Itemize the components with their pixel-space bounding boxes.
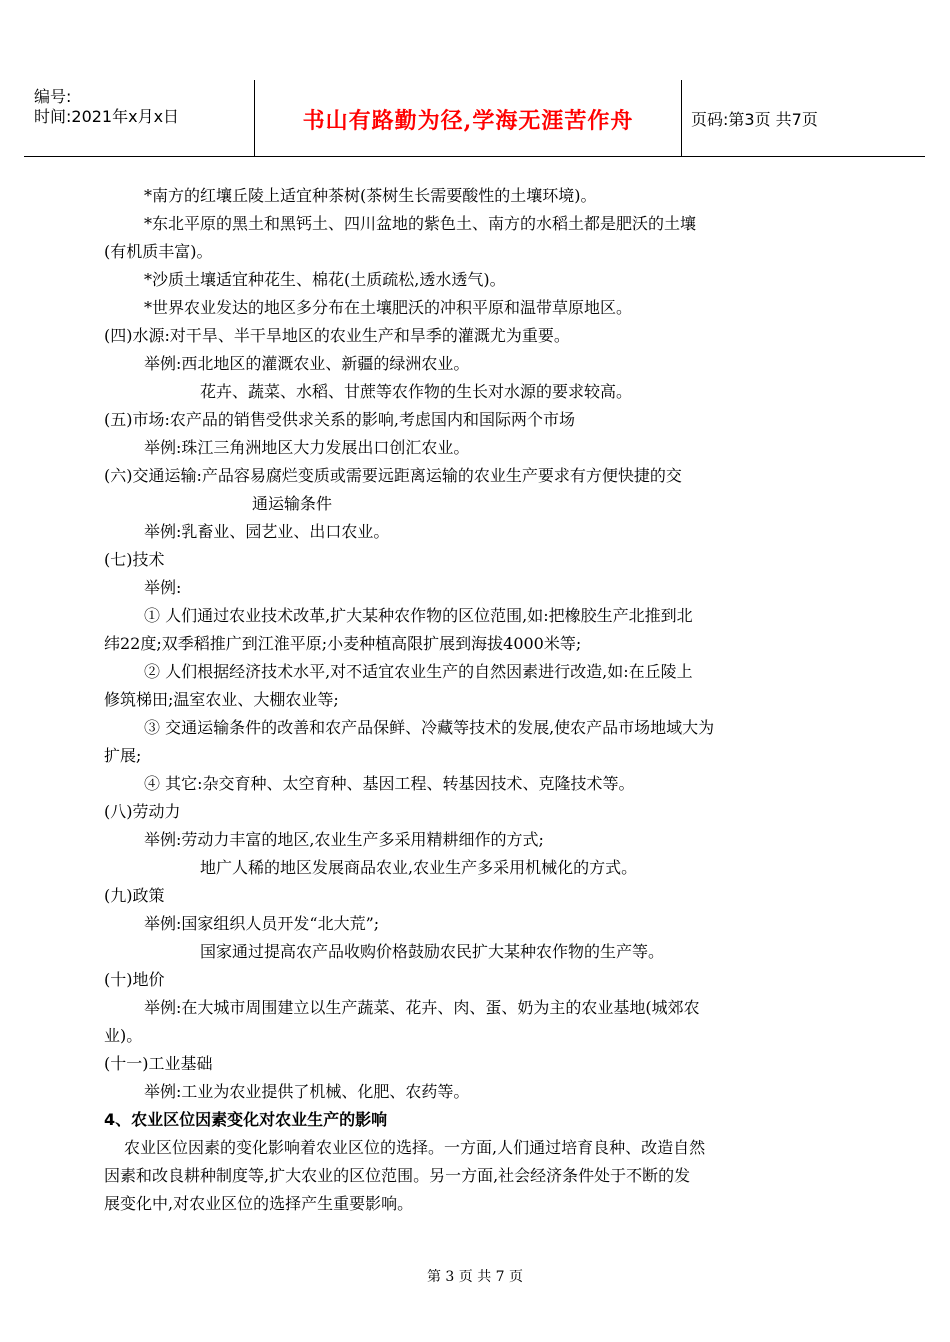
text-line: *沙质土壤适宜种花生、棉花(土质疏松,透水透气)。: [144, 270, 506, 289]
text-line: ① 人们通过农业技术改革,扩大某种农作物的区位范围,如:把橡胶生产北推到北: [144, 606, 693, 625]
text-line: 农业区位因素的变化影响着农业区位的选择。一方面,人们通过培育良种、改造自然: [124, 1138, 706, 1157]
section-heading: (十一)工业基础: [104, 1054, 213, 1073]
section-heading: (四)水源:对干旱、半干旱地区的农业生产和旱季的灌溉尤为重要。: [104, 326, 570, 345]
section-heading: (六)交通运输:产品容易腐烂变质或需要远距离运输的农业生产要求有方便快捷的交: [104, 466, 682, 485]
page-footer: 第 3 页 共 7 页: [426, 1269, 524, 1285]
header-page-label: 页码:第3页 共7页: [691, 110, 818, 129]
text-line: *南方的红壤丘陵上适宜种茶树(茶树生长需要酸性的土壤环境)。: [144, 186, 597, 205]
text-line: 举例:珠江三角洲地区大力发展出口创汇农业。: [144, 438, 470, 457]
section-heading: (九)政策: [104, 886, 165, 905]
text-line: 因素和改良耕种制度等,扩大农业的区位范围。另一方面,社会经济条件处于不断的发: [104, 1166, 691, 1185]
text-line: 举例:工业为农业提供了机械、化肥、农药等。: [144, 1082, 470, 1101]
document-body: [104, 182, 849, 1218]
text-line: *世界农业发达的地区多分布在土壤肥沃的冲积平原和温带草原地区。: [144, 298, 633, 317]
section-heading: (八)劳动力: [104, 802, 181, 821]
text-line: 修筑梯田;温室农业、大棚农业等;: [104, 690, 339, 709]
text-line: ② 人们根据经济技术水平,对不适宜农业生产的自然因素进行改造,如:在丘陵上: [144, 662, 693, 681]
section-heading: (十)地价: [104, 970, 165, 989]
text-line: 举例:劳动力丰富的地区,农业生产多采用精耕细作的方式;: [144, 830, 544, 849]
text-line: ③ 交通运输条件的改善和农产品保鲜、冷藏等技术的发展,使农产品市场地域大为: [144, 718, 715, 737]
text-line: 地广人稀的地区发展商品农业,农业生产多采用机械化的方式。: [200, 858, 638, 877]
text-line: *东北平原的黑土和黑钙土、四川盆地的紫色土、南方的水稻土都是肥沃的土壤: [144, 214, 697, 233]
doc-time-label: 时间:2021年x月x日: [34, 107, 180, 126]
text-line: 通运输条件: [252, 494, 333, 513]
header-motto: 书山有路勤为径,学海无涯苦作舟: [302, 108, 634, 134]
text-line: 扩展;: [104, 746, 142, 765]
text-line: 业)。: [104, 1026, 143, 1045]
text-line: 纬22度;双季稻推广到江淮平原;小麦种植高限扩展到海拔4000米等;: [104, 634, 582, 653]
header-page-cell: [681, 80, 925, 156]
text-line: ④ 其它:杂交育种、太空育种、基因工程、转基因技术、克隆技术等。: [144, 774, 635, 793]
header-meta: [24, 80, 254, 156]
text-line: (有机质丰富)。: [104, 242, 213, 261]
section-heading: (七)技术: [104, 550, 165, 569]
text-line: 举例:西北地区的灌溉农业、新疆的绿洲农业。: [144, 354, 470, 373]
header-motto-cell: [254, 80, 682, 156]
text-line: 花卉、蔬菜、水稻、甘蔗等农作物的生长对水源的要求较高。: [200, 382, 633, 401]
text-line: 举例:乳畜业、园艺业、出口农业。: [144, 522, 390, 541]
text-line: 举例:: [144, 578, 182, 597]
doc-number-label: 编号:: [34, 87, 72, 106]
chapter-heading: 4、农业区位因素变化对农业生产的影响: [104, 1110, 388, 1129]
text-line: 展变化中,对农业区位的选择产生重要影响。: [104, 1194, 414, 1213]
text-line: 举例:在大城市周围建立以生产蔬菜、花卉、肉、蛋、奶为主的农业基地(城郊农: [144, 998, 700, 1017]
section-heading: (五)市场:农产品的销售受供求关系的影响,考虑国内和国际两个市场: [104, 410, 575, 429]
text-line: 国家通过提高农产品收购价格鼓励农民扩大某种农作物的生产等。: [200, 942, 665, 961]
page-header: [24, 80, 925, 157]
text-line: 举例:国家组织人员开发“北大荒”;: [144, 914, 380, 933]
